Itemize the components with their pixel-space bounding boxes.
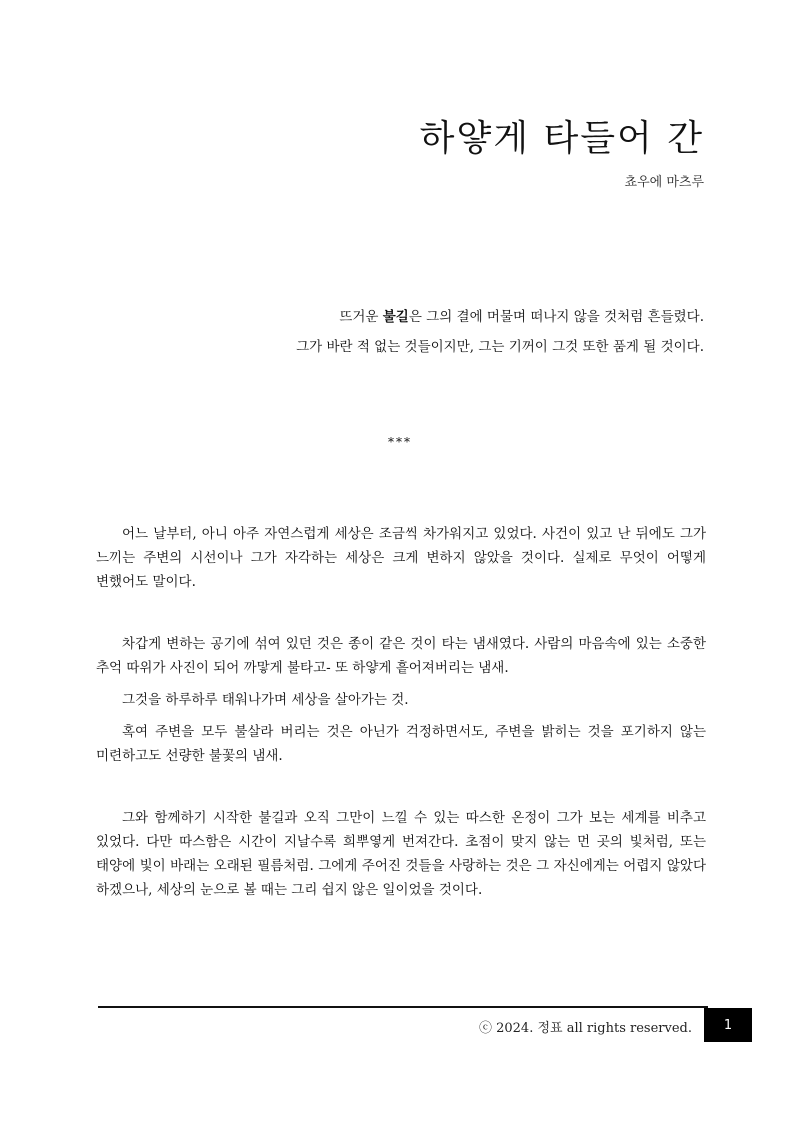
epigraph-line-1	[296, 302, 704, 332]
document-title: 하얗게 타들어 간	[419, 118, 704, 159]
section-separator: ***	[388, 435, 412, 449]
paragraph-1: 어느 날부터, 아니 아주 자연스럽게 세상은 조금씩 차가워지고 있었다. 사건이 있고 난 뒤에도 그가 느끼는 주변의 시선이나 그가 자각하는 세상은 크게 변하지 않았을 것이다. 실제로 무엇이 어떻게 변했어도 말이다.	[96, 526, 706, 590]
footer-divider	[98, 1006, 708, 1008]
body-text	[96, 522, 706, 902]
epigraph-line-2: 그가 바란 적 없는 것들이지만, 그는 기꺼이 그것 또한 품게 될 것이다.	[296, 339, 704, 355]
copyright-notice: ⓒ 2024. 정표 all rights reserved.	[478, 1021, 692, 1036]
epigraph	[296, 302, 704, 362]
author-name: 쵸우에 마츠루	[624, 175, 704, 190]
epigraph-line-1-start: 뜨거운	[339, 309, 383, 325]
page-number-badge	[704, 1008, 752, 1042]
epigraph-bold-word: 불길	[382, 309, 409, 325]
paragraph-2: 차갑게 변하는 공기에 섞여 있던 것은 종이 같은 것이 타는 냄새였다. 사람의 마음속에 있는 소중한 추억 따위가 사진이 되어 까맣게 불타고- 또 하얗게 흩어져버리는 냄새.	[96, 636, 706, 676]
paragraph-5: 그와 함께하기 시작한 불길과 오직 그만이 느낄 수 있는 따스한 온정이 그가 보는 세계를 비추고 있었다. 다만 따스함은 시간이 지날수록 희뿌옇게 번져간다. 초점이 맞지 않는 먼 곳의 빛처럼, 또는 태양에 빛이 바래는 오래된 필름처럼. 그에게 주어진 것들을 사랑하는 것은 그 자신에게는 어렵지 않았다 하겠으나, 세상의 눈으로 볼 때는 그리 쉽지 않은 일이었을 것이다.	[96, 810, 706, 898]
paragraph-4: 혹여 주변을 모두 불살라 버리는 것은 아닌가 걱정하면서도, 주변을 밝히는 것을 포기하지 않는 미련하고도 선량한 불꽃의 냄새.	[96, 724, 706, 764]
paragraph-3: 그것을 하루하루 태워나가며 세상을 살아가는 것.	[122, 692, 409, 708]
page-number: 1	[723, 1017, 733, 1033]
epigraph-line-1-end: 은 그의 결에 머물며 떠나지 않을 것처럼 흔들렸다.	[408, 309, 704, 325]
